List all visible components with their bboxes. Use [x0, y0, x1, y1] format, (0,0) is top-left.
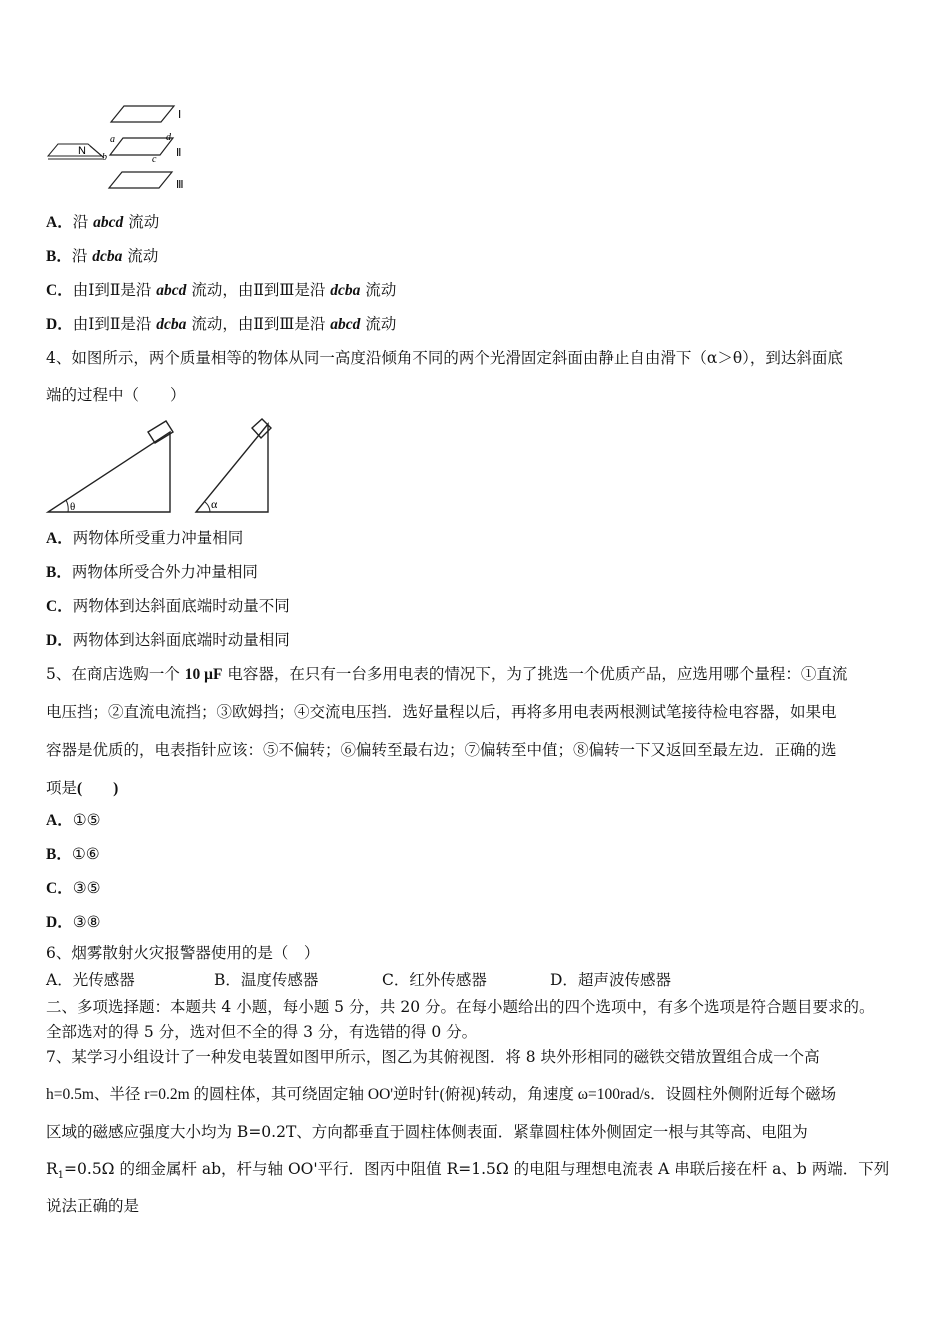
- q5-option-b: B．①⑥: [46, 845, 100, 863]
- q5-stem-line-1: 5、在商店选购一个 10 μF 电容器，在只有一台多用电表的情况下，为了挑选一个优质产品，应选用哪个量程：①直流: [46, 665, 848, 683]
- q5-option-d: D．③⑧: [46, 913, 101, 931]
- q7-stem-line-2: h=0.5m、半径 r=0.2m 的圆柱体，其可绕固定轴 OO'逆时针(俯视)转动，角速度 ω=100rad/s．设圆柱外侧附近每个磁场: [46, 1086, 837, 1103]
- q5-stem-line-3: 容器是优质的，电表指针应该：⑤不偏转；⑥偏转至最右边；⑦偏转至中值；⑧偏转一下又返回至最左边．正确的选: [46, 741, 837, 759]
- section2-heading-line-2: 全部选对的得 5 分，选对但不全的得 3 分，有选错的得 0 分。: [46, 1023, 478, 1041]
- q7-stem-line-3: 区域的磁感应强度大小均为 B=0.2T、方向都垂直于圆柱体侧表面．紧靠圆柱体外侧固定一根与其等高、电阻为: [46, 1123, 808, 1141]
- q4-stem-line-1: 4、如图所示，两个质量相等的物体从同一高度沿倾角不同的两个光滑固定斜面由静止自由滑下（α＞θ），到达斜面底: [46, 349, 843, 367]
- alpha-label: α: [211, 497, 218, 511]
- q6-option-a: A．光传感器: [46, 971, 135, 989]
- q7-stem-line-4: $R_1=0.5\Omega$ 的细金属杆 ab，杆与轴 OO'平行．图丙中阻值 R=1.5Ω 的电阻与理想电流表 A 串联后接在杆 a、b 两端．下列: [46, 1160, 890, 1182]
- incline-right: [196, 424, 268, 512]
- q6-option-c: C．红外传感器: [382, 971, 487, 989]
- magnet-coil-figure: [44, 100, 194, 196]
- q4-option-d: D．两物体到达斜面底端时动量相同: [46, 631, 290, 649]
- q7-stem-line-5: 说法正确的是: [46, 1197, 140, 1215]
- q6-option-b: B．温度传感器: [214, 971, 319, 989]
- q5-stem-line-2: 电压挡；②直流电流挡；③欧姆挡；④交流电压挡．选好量程以后，再将多用电表两根测试笔接待检电容器，如果电: [46, 703, 837, 721]
- svg-text:c: c: [152, 154, 157, 165]
- svg-text:Ⅱ: Ⅱ: [176, 147, 182, 159]
- q3-option-a: A．沿 abcd 流动: [46, 213, 160, 231]
- q5-stem-line-4: 项是( ): [46, 779, 119, 797]
- q3-option-c: C．由Ⅰ到Ⅱ是沿 abcd 流动，由Ⅱ到Ⅲ是沿 dcba 流动: [46, 281, 397, 299]
- q5-option-a: A．①⑤: [46, 811, 101, 829]
- svg-text:d: d: [166, 132, 171, 143]
- incline-figure: [44, 418, 284, 518]
- q6-stem: 6、烟雾散射火灾报警器使用的是（ ）: [46, 944, 320, 962]
- q3-option-d: D．由Ⅰ到Ⅱ是沿 dcba 流动，由Ⅱ到Ⅲ是沿 abcd 流动: [46, 315, 397, 333]
- q4-option-c: C．两物体到达斜面底端时动量不同: [46, 597, 290, 615]
- coil-loop-1: [111, 106, 174, 122]
- theta-label: θ: [70, 501, 76, 513]
- q6-option-d: D．超声波传感器: [550, 971, 671, 989]
- q7-stem-line-1: 7、某学习小组设计了一种发电装置如图甲所示，图乙为其俯视图．将 8 块外形相同的磁铁交错放置组合成一个高: [46, 1048, 820, 1066]
- q3-option-b: B．沿 dcba 流动: [46, 247, 159, 265]
- section2-heading-line-1: 二、多项选择题：本题共 4 小题，每小题 5 分，共 20 分。在每小题给出的四个选项中，有多个选项是符合题目要求的。: [46, 998, 875, 1016]
- svg-text:Ⅰ: Ⅰ: [178, 109, 182, 121]
- q4-option-a: A．两物体所受重力冲量相同: [46, 529, 244, 547]
- svg-text:Ⅲ: Ⅲ: [176, 179, 184, 191]
- svg-text:b: b: [102, 152, 107, 163]
- q4-option-b: B．两物体所受合外力冲量相同: [46, 563, 258, 581]
- coil-loop-3: [109, 172, 172, 188]
- coil-loop-2: [110, 138, 173, 155]
- svg-text:a: a: [110, 134, 115, 145]
- q5-option-c: C．③⑤: [46, 879, 101, 897]
- magnet-label: N: [78, 145, 86, 157]
- q4-stem-line-2: 端的过程中（ ）: [46, 386, 186, 404]
